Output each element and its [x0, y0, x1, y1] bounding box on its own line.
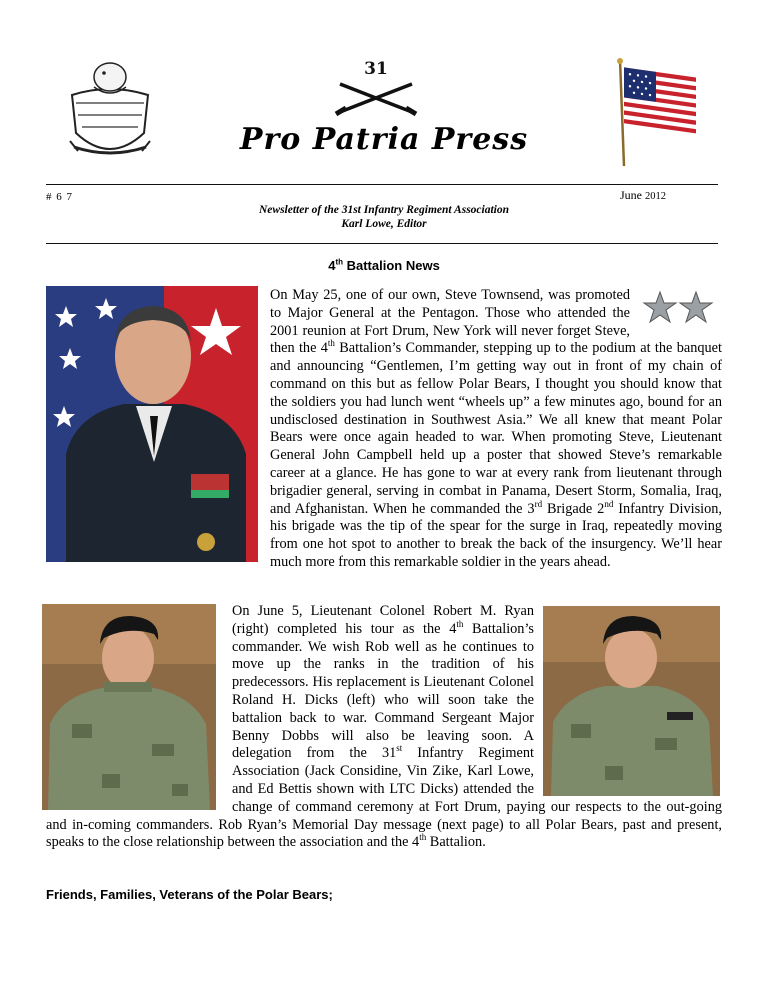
article-promotion-text: On May 25, one of our own, Steve Townsend, was promoted to Major General at the Pentagon. Those who attended the 2001 reunion at Fort Drum, New York will never forget Steve, then the 4th Battalion’s Commander, stepping up to the podium at the banquet and announcing “Gentlemen, I’m getting way out in front of my chain of command on this but as fellow Polar Bears, I thought you should know that the soldiers you had lunch went “wheels up” a few minutes ago, bound for an undisclosed destination in Southwest Asia.” We all knew that meant Polar Bears were once again headed to war. When promoting Steve, Lieutenant General John Campbell held up a poster that showed Steve’s remarkable career at a glance. He has gone to war at every rank from lieutenant through brigadier general, serving in combat in Panama, Desert Storm, Somalia, Iraq, and Afghanistan. When he commanded the 3rd Brigade 2nd Infantry Division, his brigade was the tip of the spear for the surge in Iraq, repeatedly moving from one hot spot to another to break the back of the insurgency. We’ll hear much more from this remarkable soldier in the years ahead.	[46, 287, 722, 572]
header-divider-bottom	[46, 243, 718, 244]
issue-date	[620, 188, 666, 203]
newsletter-subtitle: Newsletter of the 31st Infantry Regiment Association	[258, 204, 510, 216]
right-photo-float-spacer	[534, 603, 722, 783]
left-photo-float-spacer	[46, 603, 232, 801]
crossed-rifles-emblem	[334, 56, 418, 118]
issue-month: June	[620, 188, 642, 202]
newsletter-title: Pro Patria Press	[239, 122, 529, 157]
issue-year: 2012	[645, 191, 666, 202]
closing-salutation: Friends, Families, Veterans of the Polar Bears;	[46, 887, 333, 902]
stars-float-spacer	[630, 287, 722, 323]
issue-number: # 6 7	[46, 191, 73, 203]
section-heading: 4th Battalion News	[328, 257, 440, 273]
editor-line: Karl Lowe, Editor	[341, 218, 427, 230]
photo-float-spacer	[46, 287, 270, 569]
regiment-number: 31	[364, 59, 388, 79]
header-divider-top	[46, 184, 718, 185]
article-change-of-command-text: On June 5, Lieutenant Colonel Robert M. Ryan (right) completed his tour as the 4th Battalion’s commander. We wish Rob well as he continues to move up the ranks in the tradition of his predecessors. His replacement is Lieutenant Colonel Roland H. Dicks (left) who will soon take the battalion back to war. Command Sergeant Major Benny Dobbs will also be leaving soon. A delegation from the 31st Infantry Regiment Association (Jack Considine, Vin Zike, Karl Lowe, and Ed Bettis shown with LTC Dicks) attended the change of command ceremony at Fort Drum, paying our respects to the out-going and in-coming commanders. Rob Ryan’s Memorial Day message (next page) to all Polar Bears, past and present, speaks to the close relationship between the association and the 4th Battalion.	[46, 603, 722, 851]
